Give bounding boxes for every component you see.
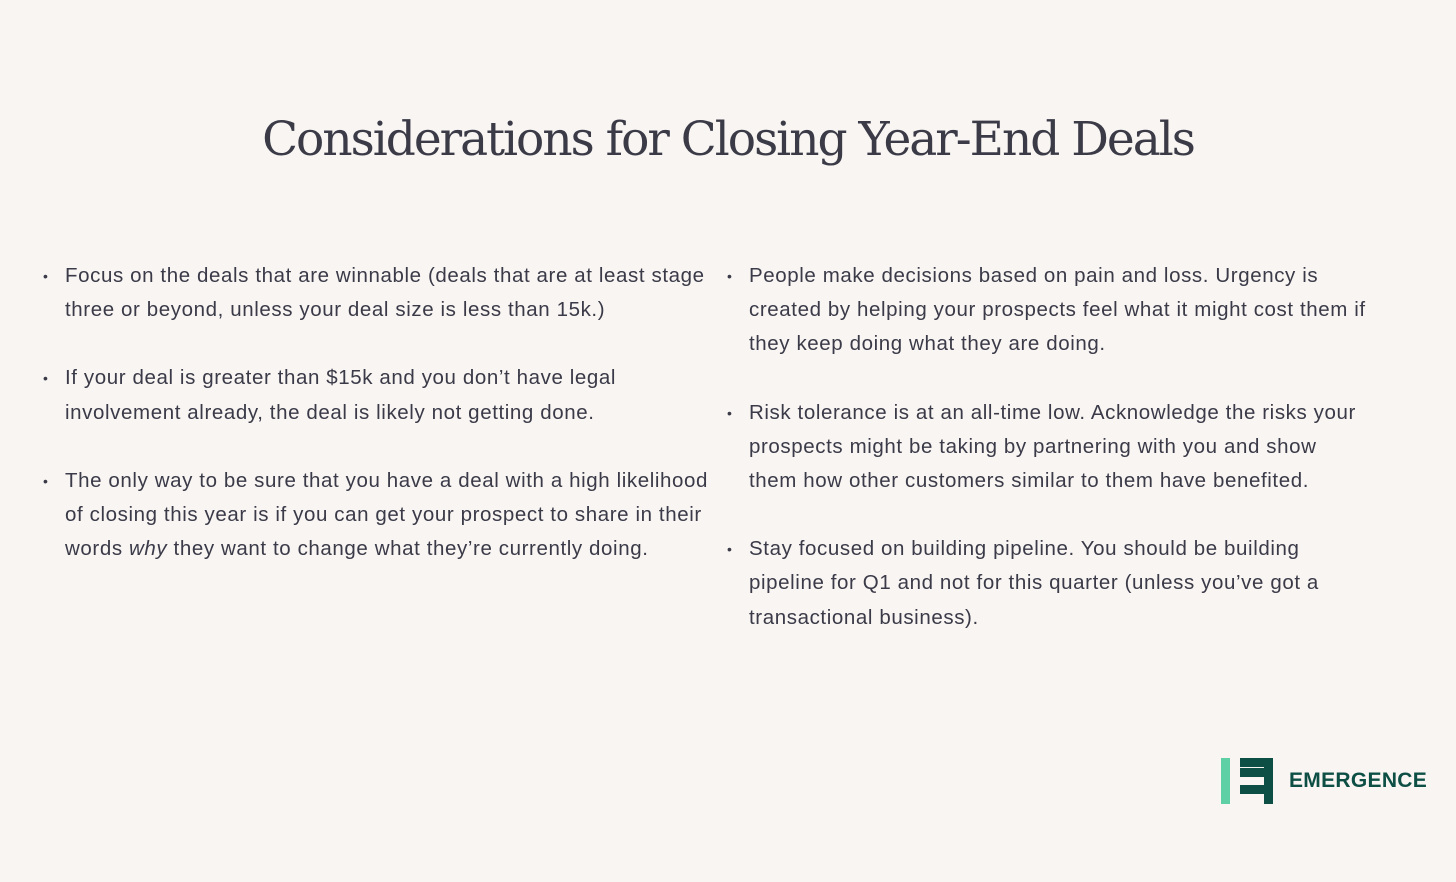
emergence-logo-icon: [1221, 757, 1274, 805]
list-item: [43, 464, 715, 567]
logo-light-bar: [1221, 758, 1230, 804]
logo-dark-mark: [1240, 758, 1273, 804]
list-item-text: People make decisions based on pain and loss. Urgency is created by helping your prospects feel what it might cost them if they keep doing what they are doing.: [749, 264, 1366, 356]
list-item: [727, 532, 1369, 635]
list-item-text: Stay focused on building pipeline. You should be building pipeline for Q1 and not for this quarter (unless you’ve got a transactional business).: [749, 537, 1319, 629]
bullet-icon: •: [727, 268, 733, 284]
bullet-icon: •: [43, 472, 49, 489]
list-item-text-end: they want to change what they’re currently doing.: [167, 537, 649, 561]
page-title: Considerations for Closing Year-End Deals: [262, 112, 1194, 167]
bullet-icon: •: [43, 268, 49, 284]
list-item: [43, 259, 715, 327]
bullet-icon: •: [43, 370, 49, 387]
logo-text: EMERGENCE: [1289, 769, 1428, 792]
left-column-list: [43, 259, 715, 600]
brand-logo: [1221, 757, 1428, 805]
list-item-text: [65, 469, 708, 560]
list-item: [727, 259, 1369, 362]
bullet-icon: •: [727, 404, 733, 421]
right-column-list: [727, 259, 1369, 669]
list-item-text: Focus on the deals that are winnable (deals that are at least stage three or beyond, unless your deal size is less than 15k.): [65, 264, 705, 322]
list-item: [43, 361, 715, 429]
emphasis-text: why: [128, 537, 168, 561]
list-item-text: If your deal is greater than $15k and you don’t have legal involvement already, the deal is likely not getting done.: [65, 366, 617, 424]
list-item-text: Risk tolerance is at an all-time low. Acknowledge the risks your prospects might be taking by partnering with you and show them how other customers similar to them have benefited.: [749, 400, 1356, 493]
list-item-text-start: The only way to be sure that you have a deal with a high likelihood of closing this year is if you can get your prospect to share in their words: [65, 468, 709, 561]
list-item: [727, 396, 1369, 499]
bullet-icon: •: [727, 541, 733, 558]
